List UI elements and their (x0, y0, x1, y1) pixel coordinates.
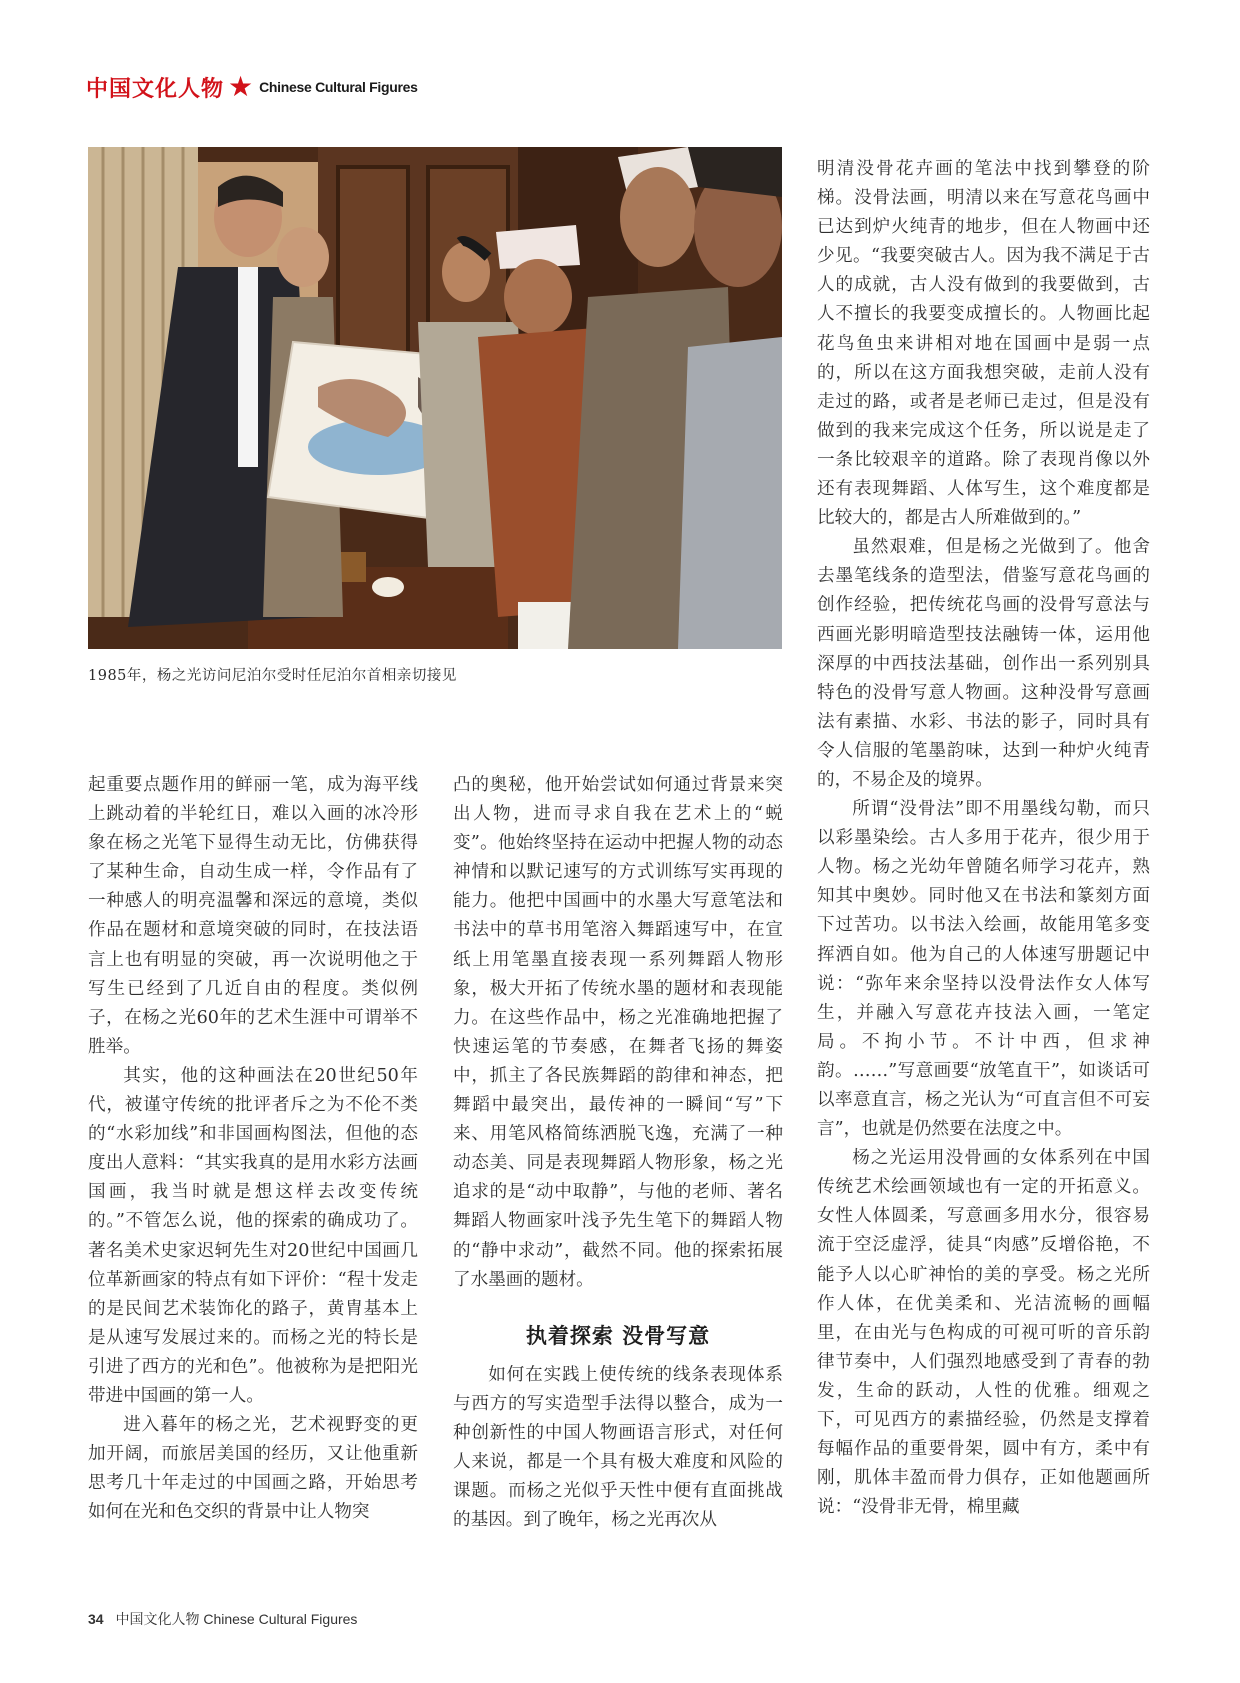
paragraph: 其实，他的这种画法在20世纪50年代，被谨守传统的批评者斥之为不伦不类的“水彩加线”和非国画构图法，但他的态度出人意料：“其实我真的是用水彩方法画国画，我当时就是想这样去改变传统的。”不管怎么说，他的探索的确成功了。著名美术史家迟轲先生对20世纪中国画几位革新画家的特点有如下评价：“程十发走的是民间艺术装饰化的路子，黄胄基本上是从速写发展过来的。而杨之光的特长是引进了西方的光和色”。他被称为是把阳光带进中国画的第一人。 (88, 1065, 418, 1406)
paragraph: 起重要点题作用的鲜丽一笔，成为海平线上跳动着的半轮红日，难以入画的冰冷形象在杨之光笔下显得生动无比，仿佛获得了某种生命，自动生成一样，令作品有了一种感人的明亮温馨和深远的意境，类似作品在题材和意境突破的同时，在技法语言上也有明显的突破，再一次说明他之于写生已经到了几近自由的程度。类似例子，在杨之光60年的艺术生涯中可谓举不胜举。 (88, 775, 418, 1057)
paragraph: 明清没骨花卉画的笔法中找到攀登的阶梯。没骨法画，明清以来在写意花鸟画中已达到炉火纯青的地步，但在人物画中还少见。“我要突破古人。因为我不满足于古人的成就，古人没有做到的我要做到，古人不擅长的我要变成擅长的。人物画比起花鸟鱼虫来讲相对地在国画中是弱一点的，所以在这方面我想突破，走前人没有走过的路，或者是老师已走过，但是没有做到的我来完成这个任务，所以说是走了一条比较艰辛的道路。除了表现肖像以外还有表现舞蹈、人体写生，这个难度都是比较大的，都是古人所难做到的。” (817, 159, 1150, 529)
text-column-right (817, 155, 1150, 1522)
paragraph: 如何在实践上使传统的线条表现体系与西方的写实造型手法得以整合，成为一种创新性的中国人物画语言形式，对任何人来说，都是一个具有极大难度和风险的课题。而杨之光似乎天性中便有直面挑战的基因。到了晚年，杨之光再次从 (453, 1364, 783, 1531)
page-footer (88, 1609, 357, 1629)
masthead (86, 70, 418, 104)
photo-caption: 1985年，杨之光访问尼泊尔受时任尼泊尔首相亲切接见 (88, 668, 457, 684)
paragraph: 凸的奥秘，他开始尝试如何通过背景来突出人物，进而寻求自我在艺术上的“蜕变”。他始终坚持在运动中把握人物的动态神情和以默记速写的方式训练写实再现的能力。他把中国画中的水墨大写意笔法和书法中的草书用笔溶入舞蹈速写中，在宣纸上用笔墨直接表现一系列舞蹈人物形象，极大开拓了传统水墨的题材和表现能力。在这些作品中，杨之光准确地把握了快速运笔的节奏感，在舞者飞扬的舞姿中，抓主了各民族舞蹈的韵律和神态，把舞蹈中最突出，最传神的一瞬间“写”下来、用笔风格简练洒脱飞逸，充满了一种动态美、同是表现舞蹈人物形象，杨之光追求的是“动中取静”，与他的老师、著名舞蹈人物画家叶浅予先生笔下的舞蹈人物的“静中求动”，截然不同。他的探索拓展了水墨画的题材。 (453, 775, 783, 1290)
paragraph: 杨之光运用没骨画的女体系列在中国传统艺术绘画领域也有一定的开拓意义。女性人体圆柔，写意画多用水分，很容易流于空泛虚浮，徒具“肉感”反增俗艳，不能予人以心旷神怡的美的享受。杨之光所作人体，在优美柔和、光洁流畅的画幅里，在由光与色构成的可视可听的音乐韵律节奏中，人们强烈地感受到了青春的勃发，生命的跃动，人性的优雅。细观之下，可见西方的素描经验，仍然是支撑着每幅作品的重要骨架，圆中有方，柔中有刚，肌体丰盈而骨力俱存，正如他题画所说：“没骨非无骨，棉里藏 (817, 1148, 1150, 1518)
text-column-left (88, 771, 418, 1527)
paragraph: 进入暮年的杨之光，艺术视野变的更加开阔，而旅居美国的经历，又让他重新思考几十年走过的中国画之路，开始思考如何在光和色交织的背景中让人物突 (88, 1415, 418, 1523)
footer-publication: 中国文化人物 Chinese Cultural Figures (115, 1611, 358, 1627)
paragraph: 所谓“没骨法”即不用墨线勾勒，而只以彩墨染绘。古人多用于花卉，很少用于人物。杨之光幼年曾随名师学习花卉，熟知其中奥妙。同时他又在书法和篆刻方面下过苦功。以书法入绘画，故能用笔多变挥洒自如。他为自己的人体速写册题记中说：“弥年来余坚持以没骨法作女人体写生，并融入写意花卉技法入画，一笔定局。不拘小节。不计中西，但求神韵。……”写意画要“放笔直干”，如谈话可以率意直言，杨之光认为“可直言但不可妄言”，也就是仍然要在法度之中。 (817, 799, 1150, 1140)
masthead-title-cn: 中国文化人物 (86, 76, 225, 102)
red-star-icon: ★ (228, 70, 254, 103)
section-heading: 执着探索 没骨写意 (525, 1323, 711, 1348)
meeting-photo (88, 147, 782, 649)
meeting-photo-illustration (88, 147, 782, 649)
text-column-middle (453, 771, 783, 1535)
masthead-title-en: Chinese Cultural Figures (259, 79, 418, 95)
page-number: 34 (88, 1611, 104, 1627)
paragraph: 虽然艰难，但是杨之光做到了。他舍去墨笔线条的造型法，借鉴写意花鸟画的创作经验，把传统花鸟画的没骨写意法与西画光影明暗造型技法融铸一体，运用他深厚的中西技法基础，创作出一系列别具特色的没骨写意人物画。这种没骨写意画法有素描、水彩、书法的影子，同时具有令人信服的笔墨韵味，达到一种炉火纯青的，不易企及的境界。 (817, 537, 1150, 790)
